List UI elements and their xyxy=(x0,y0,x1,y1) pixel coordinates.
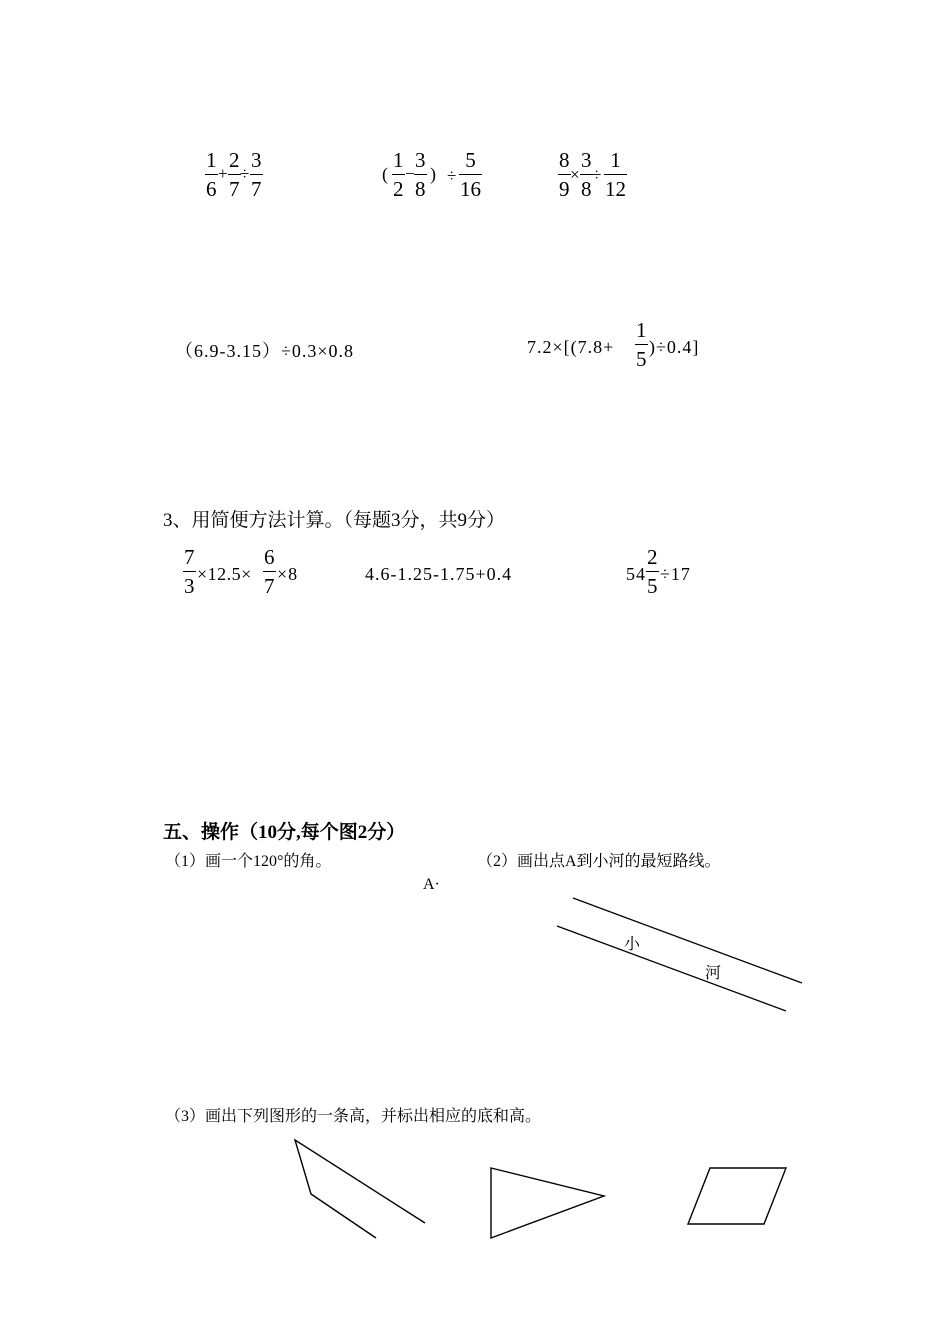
divide-operator: ÷ xyxy=(592,165,602,184)
plus-operator: + xyxy=(218,164,228,183)
fraction: 1 2 xyxy=(393,148,404,201)
expression-end: ×8 xyxy=(277,564,299,584)
fraction: 1 6 xyxy=(206,148,217,201)
trapezoid-shape xyxy=(295,1140,425,1238)
fraction: 2 5 xyxy=(647,545,658,598)
divide-operator: ÷ xyxy=(447,166,457,185)
expression-end: ÷17 xyxy=(660,564,691,584)
minus-operator: − xyxy=(405,164,415,183)
divide-operator: ÷ xyxy=(240,164,250,183)
fraction: 3 7 xyxy=(251,148,262,201)
problem-2-1: （6.9-3.15）÷0.3×0.8 xyxy=(175,341,355,361)
left-paren: ( xyxy=(382,164,388,184)
fraction: 6 7 xyxy=(264,545,275,598)
parallelogram-shape xyxy=(688,1168,786,1224)
expression-middle: ×12.5× xyxy=(197,564,252,584)
fraction: 5 16 xyxy=(460,148,481,201)
times-operator: × xyxy=(570,165,580,184)
fraction: 8 9 xyxy=(559,148,570,201)
right-paren: ) xyxy=(430,164,436,184)
fraction: 3 8 xyxy=(581,148,592,201)
fraction: 1 12 xyxy=(605,148,626,201)
fraction: 7 3 xyxy=(184,545,195,598)
expression-suffix: )÷0.4] xyxy=(649,337,700,357)
river-bank-upper xyxy=(573,898,802,983)
fraction: 1 5 xyxy=(636,318,647,371)
triangle-shape xyxy=(491,1168,604,1238)
section-5-heading: 五、操作（10分,每个图2分） xyxy=(163,822,406,843)
fraction: 2 7 xyxy=(229,148,240,201)
river-bank-lower xyxy=(557,926,786,1011)
question-3: （3）画出下列图形的一条高，并标出相应的底和高。 xyxy=(165,1108,542,1125)
river-label-1: 小 xyxy=(624,936,641,953)
whole-number: 54 xyxy=(626,564,646,584)
river-label-2: 河 xyxy=(705,965,722,982)
problem-3-2: 4.6-1.25-1.75+0.4 xyxy=(365,564,513,584)
point-a-label: A· xyxy=(423,876,440,893)
section-3-heading: 3、用简便方法计算。（每题3分，共9分） xyxy=(163,510,506,531)
question-2: （2）画出点A到小河的最短路线。 xyxy=(477,853,721,870)
expression-prefix: 7.2×[(7.8+ xyxy=(527,337,615,357)
question-1: （1）画一个120°的角。 xyxy=(165,853,332,870)
fraction: 3 8 xyxy=(415,148,426,201)
